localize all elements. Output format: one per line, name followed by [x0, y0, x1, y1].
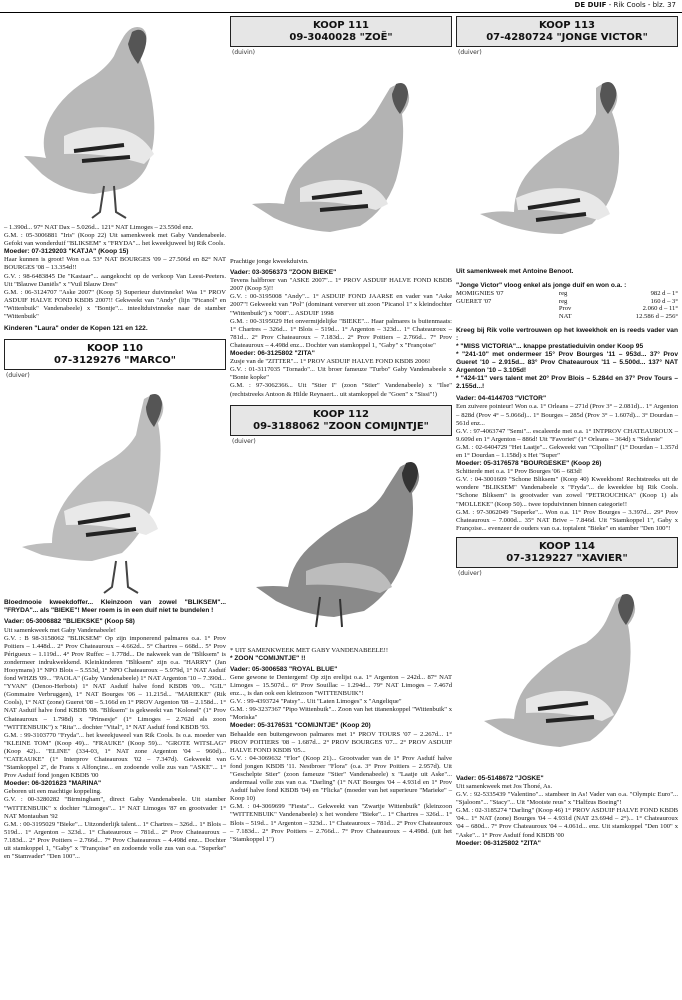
pigeon-photo-koop-110	[4, 381, 226, 599]
table-row: NAT 12.586 d – 256°	[558, 312, 678, 320]
koop-114-label: (duiver)	[458, 569, 482, 577]
intro-text: – 1.390d... 97° NAT Dax – 5.026d... 121° NAT Limoges – 23.550d enz. G.M. : 05-3006881 "Iris" (Koop 22) Uit samenkweek met Gaby Vandenabeele. Gefokt van wonderduif "BLIKSEM" x "FRYDA"... het kweekjuweel bij Rik Cools. Moeder: 07-3129203 "KATJA" (Koop 15) Haar kunnen is groot! Won o.a. 53° NAT BOURGES '09 – 27.506d en 82° NAT BOURGES '08 – 13.354d!! G.V. : 98-6483845 De "Kastaar"... aangekocht op de verkoop Van Leest-Peeters. Uit "Blauwe Daniëls" x "Vuil Blauw Dres" G.M. : 06-3124707 "Aske 2007" (Koop 5) Superieur duivinneke! Was 1° PROV ASDUIF HALVE FOND KBDB 2007!! Gekweekt van "Andy" (lijn "Picanol" en "Wittenbuik" Vandenabeele) x "Bontje"... inteeltduivinneke naar de stamber "Wittenbuik" Kinderen "Laura" onder de Kopen 121 en 122.	[4, 224, 226, 333]
page-header	[0, 0, 682, 13]
column-right	[456, 16, 678, 848]
koop-113-label: (duiver)	[458, 49, 482, 56]
pigeon-photo-koop-113	[456, 58, 678, 268]
koop-111-label: (duivin)	[232, 49, 255, 56]
pigeon-photo-koop-114	[456, 579, 678, 775]
header-text: DE DUIF - Rik Cools - blz. 37	[574, 1, 676, 9]
column-left	[4, 16, 226, 861]
pigeon-photo-koop-112	[230, 447, 452, 647]
pigeon-photo-top-left	[4, 16, 226, 224]
table-row: MOMIGNIES '07 reg 982 d – 1°	[456, 290, 678, 298]
table-row: Prov 2.060 d – 11°	[558, 305, 678, 313]
koop-112-header: KOOP 112 09-3188062 "ZOON COMIJNTJE"	[230, 405, 452, 436]
koop-113-text: Uit samenkweek met Antoine Benoot. "Jonge Victor" vloog enkel als jonge duif en won o.a. : MOMIGNIES '07 reg 982 d – 1° GUERET '07 reg 160 d – 3° Prov 2.060 d – 11° NAT 12.586 d – 256° Kreeg bij Rik volle vertrouwen op het kweekhok en is reeds vader van : * "MISS VICTORIA"... knappe prestatieduivin onder Koop 95 * "241-10" met ondermeer 15° Prov Bourges '11 – 953d... 37° Prov Gueret '10 – 2.915d... 83° Prov Chateauroux '11 – 5.500d... 137° NAT Argenton '10 – 3.105d! * "424-11" vers talent met 20° Prov Blois – 5.284d en 37° Prov Tours – 2.155d...! Vader: 04-4144703 "VICTOR" Een zuivere pointeur! Won o.a. 1° Orleans – 271d (Prov 3° – 2.081d)... 1° Argenton – 828d (Prov 4° – 5.066d)... 1° Bourges – 285d (Prov 3° – 1.607d)... 3° Dourdan – 561d enz... G.V. : 97-4063747 "Semi"... escaleerde met o.a. 1° INTPROV CHATEAUROUX – 9.609d en 1° Argenton – 886d! Uit "Favoriet" (1° Orleans – 364d) x "Sidonie" G.M. : 02-6404729 "Het Laatje"... Gekweekt van "Cipollini" (1° Dourdan – 1.357d en 1° Dourdan – 1.158d) x Het "Super" Moeder: 05-3176578 "BOURGESKE" (Koop 26) Schitterde met o.a. 1° Prov Bourges '06 – 683d! G.V. : 04-3001609 "Schone Bliksem" (Koop 40) Kweekbom! Rechtstreeks uit de wondere "BLIKSEM" Vandenabeele x "Fryda"... de kweekfee bij Rik Cools. "Schone Bliksem" is grootvader van zowel "PETROUCHKA" (Koop 1) als "MOLLEKE" (Koop 50)... twee topduivinnen binnen categorie!! G.M. : 97-3062049 "Superke"... Won o.a. 11° Prov Bourges – 3.397d... 29° Prov Chateauroux – 7.000d... 35° NAT Brive – 7.846d. Uit "Stamkoppel 1", Gaby x Françoise... evenzeer de ouders van o.a. toptalent "Bieke" en stamber "Den 100"!	[456, 268, 678, 532]
koop-114-text: Vader: 05-5148672 "JOSKE" Uit samenkweek met Jos Thoné, As. G.V. : 92-5335439 "Valentino"... stambeer in As! Vader van o.a. "Olympic Euro"... "Sjaloom"... "Stacy"... Uit "Mooiste reus" x "Halfzus Boeing"! G.M. : 02-3185274 "Darling" (Koop 46) 1° PROV ASDUIF HALVE FOND KBDB '04... 1° NAT (zone) Bourges '04 – 4.931d (NAT 23.694d – 2°)... 1° Chateauroux '04 – 680d... 7° Prov Chateauroux '04 – 4.061d... enz. Uit stamkoppel "Den 100" x "Aske"... 1° Prov Asduif fond KBDB '00 Moeder: 06-3125802 "ZITA"	[456, 774, 678, 847]
results-table	[456, 290, 678, 320]
koop-112-label: (duiver)	[232, 437, 256, 445]
column-middle	[230, 16, 452, 844]
table-row: GUERET '07 reg 160 d – 3°	[456, 297, 678, 305]
koop-111-text: Prachtige jonge kweekduivin. Vader: 03-3056373 "ZOON BIEKE" Tevens halfbroer van "ASKE 2007"... 1° PROV ASDUIF HALVE FOND KBDB 2007 (Koop 5)!! G.V. : 00-3195008 "Andy"... 1° ASDUIF FOND JAARSE en vader van "Aske 2007"! Gekweekt van "Pol" (dominant vererver uit zoon "Picanol 1" x kleindochter "Wittenbuik") x "008"... ASDUIF 1998 G.M. : 00-3195029 Het onvermijdelijke "BIEKE"... Haar palmares is buitenmaats: 1° Chartres – 326d... 1° Blois – 519d... 1° Argenton – 323d... 1° Chateauroux – 781d... 2° Prov Chateauroux – 7.183d... 2° Prov Poitiers – 2.766d... 7° Prov Chateauroux – 4.498d enz... Dochter van stamkoppel 1, "Gaby" x "Françoise" Moeder: 06-3125802 "ZITA" Zusje van de "ZITTER"... 1° PROV ASDUIF HALVE FOND KBDB 2006! G.V. : 01-3117035 "Tornado"... Uit broer fameuze "Turbo" Gaby Vandenabeele x "Bonte kopke" G.M. : 97-3062366... Uit "Stier I" (zoon "Stier" Vandenabeele) x "Ilse" (rechtstreeks Antoon & Hilde Reynaert... uit stamkoppel de "Goen" x "Sissi"!)	[230, 258, 452, 398]
koop-110-label: (duiver)	[6, 372, 30, 380]
koop-111-header: KOOP 111 09-3040028 "ZOË"	[230, 16, 452, 47]
koop-114-header: KOOP 114 07-3129227 "XAVIER"	[456, 537, 678, 568]
koop-110-text: Bloedmooie kweekdoffer... Kleinzoon van zowel "BLIKSEM"... "FRYDA"... als "BIEKE"! Meer roem is in een duif niet te bundelen ! Vader: 05-3006882 "BLIEKSKE" (Koop 58) Uit samenkweek met Gaby Vandenabeele! G.V. : B 98-3158062 "BLIKSEM" Op zijn imponerend palmares o.a. 1° Prov Poitiers – 1.448d... 2° Prov Chateauroux – 4.662d... 5° Chartres – 668d... 5° Prov Périgueux – 1.119d... 4° Prov Ruffec – 1.778d... De nakweek van de "Bliksem" is zondermeer indrukwekkend. Kleinkinderen "Bliksem" zijn o.a. "HARRY" (Jan Hooymans) 1° NPO Blois – 5.553d, 1° NPO Chateauroux – 5.979d, 1° NAT Asduif fond WHZB '09... "PAOLA" (Gaby Vandenabeele) 1° NAT Argenton '10 – 7.390d... "YVAN" (Denoo-Herbots) 1° NAT Asduif halve fond KBDB '09... "GIL" (Gommaire Verbruggen), 1° NAT Bourges '06 – 11.215d... "MARIEKE" (Rik Cools), 1° NAT (zone) Gueret '08 – 5.166d en 1° PROV Argenton '08 – 2.158d... 1° NAT Asduif halve fond KBDB '08. "Bliksem" is gekweekt van "Kolonel" (1° Prov Chateauroux – 1.798d) x "Prinsesje" (1° Limoges – 2.762d als zoon "WITTENBUIK") x "Rita"... dochter "Vital", 1° NAT Asduif fond KBDB '93. G.M. : 99-3103770 "Fryda"... het kweekjuweel van Rik Cools. Is o.a. moeder van "KLEINE TOM" (Koop 49)... "FRAUKE" (Koop 59)... "GROTE WITSLAG" (Koop 42)... "ELINE" (334-03, 1° NAT zone Argenton '04 – 960d)... "CATEAUKE" (1° Interprov Chateauroux '02 – 7.347d). Gekweekt van "Stamkoppel 2", de Frans x Alfonçine... en zodoende volle zus van "ASKE"... 1° Prov Asduif fond jongen KBDB '00 Moeder: 06-3201623 "MARINA" Geboren uit een machtige koppeling. G.V. : 00-3280282 "Birmingham", direct Gaby Vandenabeele. Uit stamber "WITTENBUIK" x dochter "Limoges"... 1° NAT Limoges '87 en grootvader 1° NAT Montauban '92 G.M. : 00-3195029 "Bieke"... Uitzonderlijk talent... 1° Chartres – 326d... 1° Blois – 519d... 1° Argenton – 323d... 1° Chateauroux – 781d... 2° Prov Chateauroux – 7.183d... 2° Prov Poitiers – 2.766d... 7° Prov Chateauroux – 4.498d enz... Dochter uit stamkoppel 1, "Gaby" x "Françoise" en zodoende volle zus van o.a. "Superke" en "Stamvader" "Den 100"...	[4, 599, 226, 861]
koop-112-text: * UIT SAMENKWEEK MET GABY VANDENABEELE!! * ZOON "COMIJNTJE" !! Vader: 05-3006583 "ROYAL BLUE" Gene gewone te Dentergem! Op zijn erelijst o.a. 1° Argenton – 242d... 87° NAT Limoges – 15.507d... 6° Prov Souillac – 1.294d... 79° NAT Limoges – 7.467d enz..., is dan ook een kleinzoon "WITTENBUIK"! G.V. : 99-4393724 "Patsy"... Uit "Laten Limoges" x "Angelique" G.M. : 99-3237367 "Pipo Wittenbuik"... Zoon van het titanenkoppel "Wittenbuik" x "Moriska" Moeder: 05-3176531 "COMIJNTJE" (Koop 20) Behaalde een buitengewoon palmares met 1° PROV TOURS '07 – 2.267d... 1° PROV POITIERS '08 – 1.687d... 2° PROV BOURGES '07... 2° PROV ASDUIF HALVE FOND KBDB '05... G.V. : 04-3069632 "Flor" (Koop 21)... Grootvader van de 1° Prov Asduif halve fond jongen KBDB '11. Nestbroer "Flora" (o.a. 3° Prov Poitiers – 2.957d). Uit "Geschelpte Stier" (zoon fameuze "Stier" Vandenabeele) x "Laatje uit Aske"... andermaal volle zus van o.a. "Darling" (1° NAT Bourges '04 – 4.931d en 1° Prov Asduif halve fond KBDB '04) en "Flicka" (moeder van het superieure "Marieke" – Koop 10) G.M. : 04-3069699 "Fiesta"... Gekweekt van "Zwartje Wittenbuik" (kleinzoon "WITTENBUIK" Vandenabeele) x het wondere "Bieke"... 1° Chartres – 326d... 1° Blois – 519d... 1° Argenton – 323d... 1° Chateauroux – 781d... 2° Prov Chateauroux – 7.183d... 2° Prov Poitiers – 2.766d... 7° Prov Chateauroux – 4.498d. (uit het "Stamkoppel 1")	[230, 646, 452, 843]
pigeon-photo-koop-111	[230, 58, 452, 258]
koop-110-header: KOOP 110 07-3129276 "MARCO"	[4, 339, 226, 370]
koop-113-header: KOOP 113 07-4280724 "JONGE VICTOR"	[456, 16, 678, 47]
